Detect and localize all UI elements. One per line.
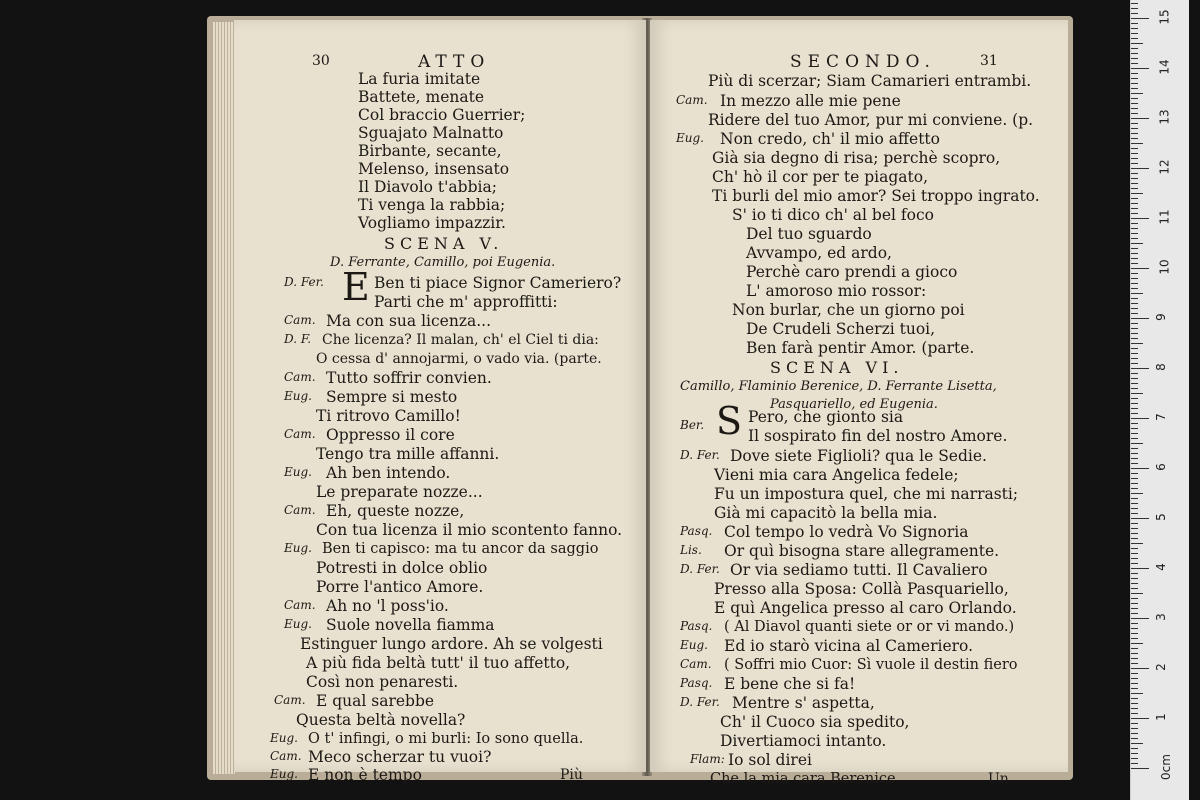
dialogue-line: Dove siete Figlioli? qua le Sedie. bbox=[730, 447, 987, 465]
ruler-tick bbox=[1131, 533, 1138, 534]
ruler-tick bbox=[1131, 168, 1149, 169]
ruler-tick bbox=[1131, 473, 1138, 474]
verse-line: Avvampo, ed ardo, bbox=[746, 244, 892, 262]
speaker-label: Eug. bbox=[270, 767, 298, 781]
ruler-tick bbox=[1131, 158, 1138, 159]
ruler-tick bbox=[1131, 503, 1138, 504]
ruler-tick bbox=[1131, 438, 1138, 439]
ruler-tick bbox=[1131, 368, 1149, 369]
ruler-tick bbox=[1131, 333, 1138, 334]
ruler-tick bbox=[1131, 548, 1138, 549]
dialogue-line: ( Al Diavol quanti siete or or vi mando.) bbox=[724, 619, 1015, 635]
ruler-tick bbox=[1131, 498, 1138, 499]
speaker-label: Eug. bbox=[680, 638, 708, 652]
speaker-label: Eug. bbox=[284, 541, 312, 555]
verse-line: Ben farà pentir Amor. (parte. bbox=[746, 339, 975, 357]
dialogue-line: Ben ti piace Signor Cameriero? bbox=[374, 274, 622, 292]
ruler-number: 5 bbox=[1153, 513, 1168, 521]
ruler-tick bbox=[1131, 243, 1143, 244]
measurement-ruler bbox=[1130, 0, 1189, 800]
drop-cap: S bbox=[716, 399, 743, 443]
ruler-tick bbox=[1131, 58, 1138, 59]
ruler-tick bbox=[1131, 578, 1138, 579]
dialogue-line: Ti burli del mio amor? Sei troppo ingrato. bbox=[712, 187, 1040, 205]
ruler-tick bbox=[1131, 723, 1138, 724]
dialogue-line: Ch' hò il cor per te piagato, bbox=[712, 168, 928, 186]
dialogue-line: Ed io starò vicina al Cameriero. bbox=[724, 637, 974, 655]
ruler-tick bbox=[1131, 718, 1149, 719]
ruler-tick bbox=[1131, 128, 1138, 129]
dialogue-line: E bene che si fa! bbox=[724, 675, 856, 693]
ruler-tick bbox=[1131, 748, 1138, 749]
ruler-tick bbox=[1131, 573, 1138, 574]
ruler-tick bbox=[1131, 133, 1138, 134]
ruler-tick bbox=[1131, 413, 1138, 414]
ruler-tick bbox=[1131, 508, 1138, 509]
ruler-number: 3 bbox=[1153, 613, 1168, 621]
dialogue-line: Col tempo lo vedrà Vo Signoria bbox=[724, 523, 969, 541]
speaker-label: Eug. bbox=[676, 131, 704, 145]
ruler-tick bbox=[1131, 728, 1138, 729]
speaker-label: Cam. bbox=[676, 93, 708, 107]
dialogue-line: Già sia degno di risa; perchè scopro, bbox=[712, 149, 1001, 167]
right-page-number: 31 bbox=[980, 53, 998, 69]
ruler-tick bbox=[1131, 528, 1138, 529]
ruler-tick bbox=[1131, 603, 1138, 604]
ruler-tick bbox=[1131, 3, 1138, 4]
ruler-tick bbox=[1131, 663, 1138, 664]
dialogue-line: Oppresso il core bbox=[326, 426, 455, 444]
ruler-tick bbox=[1131, 463, 1138, 464]
verse-line: Battete, menate bbox=[358, 88, 485, 106]
ruler-tick bbox=[1131, 558, 1138, 559]
speaker-label: Cam. bbox=[680, 657, 712, 671]
ruler-tick bbox=[1131, 233, 1138, 234]
ruler-tick bbox=[1131, 208, 1138, 209]
ruler-tick bbox=[1131, 293, 1143, 294]
ruler-number: 6 bbox=[1153, 463, 1168, 471]
ruler-tick bbox=[1131, 763, 1138, 764]
ruler-number: 11 bbox=[1157, 209, 1172, 225]
ruler-number: 7 bbox=[1153, 413, 1168, 421]
ruler-tick bbox=[1131, 423, 1138, 424]
ruler-tick bbox=[1131, 453, 1138, 454]
ruler-tick bbox=[1131, 213, 1138, 214]
dialogue-line: Questa beltà novella? bbox=[296, 711, 466, 729]
ruler-tick bbox=[1131, 648, 1138, 649]
dialogue-line: Che licenza? Il malan, ch' el Ciel ti dia: bbox=[322, 332, 599, 348]
ruler-tick bbox=[1131, 343, 1143, 344]
speaker-label: Pasq. bbox=[680, 676, 713, 690]
ruler-number: 2 bbox=[1153, 663, 1168, 671]
left-running-head: ATTO bbox=[418, 52, 491, 72]
ruler-tick bbox=[1131, 358, 1138, 359]
speaker-label: Pasq. bbox=[680, 619, 713, 633]
ruler-tick bbox=[1131, 218, 1149, 219]
ruler-tick bbox=[1131, 488, 1138, 489]
dialogue-line: Più di scerzar; Siam Camarieri entrambi. bbox=[708, 72, 1032, 90]
ruler-tick bbox=[1131, 178, 1138, 179]
ruler-number: 8 bbox=[1153, 363, 1168, 371]
ruler-number: 1 bbox=[1153, 713, 1168, 721]
ruler-tick bbox=[1131, 98, 1138, 99]
speaker-label: D. Fer. bbox=[680, 448, 720, 462]
dialogue-line: Già mi capacitò la bella mia. bbox=[714, 504, 938, 522]
ruler-tick bbox=[1131, 468, 1149, 469]
ruler-tick bbox=[1131, 658, 1138, 659]
ruler-tick bbox=[1131, 203, 1138, 204]
ruler-tick bbox=[1131, 623, 1138, 624]
ruler-tick bbox=[1131, 418, 1149, 419]
speaker-label: Ber. bbox=[680, 418, 705, 432]
ruler-number: 15 bbox=[1157, 9, 1172, 25]
speaker-label: Eug. bbox=[284, 389, 312, 403]
ruler-tick bbox=[1131, 513, 1138, 514]
speaker-label: D. Fer. bbox=[680, 562, 720, 576]
ruler-tick bbox=[1131, 568, 1149, 569]
dialogue-line: Fu un impostura quel, che mi narrasti; bbox=[714, 485, 1019, 503]
ruler-tick bbox=[1131, 673, 1138, 674]
ruler-tick bbox=[1131, 153, 1138, 154]
ruler-tick bbox=[1131, 43, 1143, 44]
dialogue-line: E qual sarebbe bbox=[316, 692, 435, 710]
ruler-tick bbox=[1131, 13, 1138, 14]
dialogue-line: Or via sediamo tutti. Il Cavaliero bbox=[730, 561, 988, 579]
ruler-tick bbox=[1131, 493, 1143, 494]
ruler-tick bbox=[1131, 313, 1138, 314]
ruler-tick bbox=[1131, 198, 1138, 199]
ruler-tick bbox=[1131, 328, 1138, 329]
scene-characters: Camillo, Flaminio Berenice, D. Ferrante Lisetta, bbox=[680, 379, 997, 394]
ruler-tick bbox=[1131, 53, 1138, 54]
verse-line: Melenso, insensato bbox=[358, 160, 510, 178]
ruler-tick bbox=[1131, 668, 1149, 669]
dialogue-line: Suole novella fiamma bbox=[326, 616, 495, 634]
right-page bbox=[650, 20, 1068, 787]
ruler-tick bbox=[1131, 678, 1138, 679]
verse-line: Ti venga la rabbia; bbox=[358, 196, 506, 214]
ruler-tick bbox=[1131, 108, 1138, 109]
ruler-tick bbox=[1131, 338, 1138, 339]
speaker-label: Pasq. bbox=[680, 524, 713, 538]
ruler-tick bbox=[1131, 378, 1138, 379]
verse-line: Vogliamo impazzir. bbox=[358, 214, 506, 232]
speaker-label: D. Fer. bbox=[680, 695, 720, 709]
ruler-tick bbox=[1131, 563, 1138, 564]
ruler-tick bbox=[1131, 518, 1149, 519]
ruler-tick bbox=[1131, 263, 1138, 264]
ruler-tick bbox=[1131, 113, 1138, 114]
ruler-tick bbox=[1131, 393, 1143, 394]
ruler-tick bbox=[1131, 768, 1149, 769]
ruler-tick bbox=[1131, 698, 1138, 699]
ruler-tick bbox=[1131, 93, 1143, 94]
ruler-tick bbox=[1131, 303, 1138, 304]
dialogue-line: Parti che m' approffitti: bbox=[374, 293, 558, 311]
speaker-label: Eug. bbox=[284, 617, 312, 631]
speaker-label: Cam. bbox=[284, 427, 316, 441]
ruler-tick bbox=[1131, 73, 1138, 74]
ruler-tick bbox=[1131, 123, 1138, 124]
ruler-tick bbox=[1131, 638, 1138, 639]
ruler-number: 12 bbox=[1157, 159, 1172, 175]
ruler-tick bbox=[1131, 63, 1138, 64]
ruler-tick bbox=[1131, 458, 1138, 459]
speaker-label: Cam. bbox=[284, 598, 316, 612]
ruler-tick bbox=[1131, 223, 1138, 224]
ruler-tick bbox=[1131, 88, 1138, 89]
ruler-tick bbox=[1131, 38, 1138, 39]
speaker-label: Cam. bbox=[270, 749, 302, 763]
dialogue-line: E non è tempo bbox=[308, 766, 422, 784]
ruler-tick bbox=[1131, 183, 1138, 184]
speaker-label: Flam: bbox=[690, 752, 725, 766]
ruler-unit-label: 0cm bbox=[1158, 754, 1173, 780]
ruler-tick bbox=[1131, 78, 1138, 79]
ruler-tick bbox=[1131, 398, 1138, 399]
ruler-tick bbox=[1131, 753, 1138, 754]
ruler-tick bbox=[1131, 553, 1138, 554]
dialogue-line: A più fida beltà tutt' il tuo affetto, bbox=[306, 654, 571, 672]
dialogue-line: Tengo tra mille affanni. bbox=[316, 445, 500, 463]
ruler-tick bbox=[1131, 618, 1149, 619]
ruler-tick bbox=[1131, 408, 1138, 409]
ruler-tick bbox=[1131, 318, 1149, 319]
speaker-label: D. Fer. bbox=[284, 275, 324, 289]
ruler-tick bbox=[1131, 193, 1143, 194]
dialogue-line: Vieni mia cara Angelica fedele; bbox=[714, 466, 959, 484]
ruler-tick bbox=[1131, 268, 1149, 269]
speaker-label: Eug. bbox=[284, 465, 312, 479]
ruler-tick bbox=[1131, 583, 1138, 584]
dialogue-line: Il sospirato fin del nostro Amore. bbox=[748, 427, 1008, 445]
ruler-tick bbox=[1131, 588, 1138, 589]
catchword: Più bbox=[560, 767, 583, 783]
right-running-head: SECONDO. bbox=[790, 52, 936, 72]
dialogue-line: Meco scherzar tu vuoi? bbox=[308, 748, 492, 766]
dialogue-line: Pero, che gionto sia bbox=[748, 408, 904, 426]
dialogue-line: Or quì bisogna stare allegramente. bbox=[724, 542, 1000, 560]
ruler-number: 14 bbox=[1157, 59, 1172, 75]
ruler-tick bbox=[1131, 483, 1138, 484]
ruler-tick bbox=[1131, 523, 1138, 524]
verse-line: Perchè caro prendi a gioco bbox=[746, 263, 958, 281]
ruler-tick bbox=[1131, 428, 1138, 429]
ruler-tick bbox=[1131, 608, 1138, 609]
dialogue-line: Così non penaresti. bbox=[306, 673, 459, 691]
ruler-tick bbox=[1131, 163, 1138, 164]
ruler-tick bbox=[1131, 758, 1138, 759]
ruler-tick bbox=[1131, 688, 1138, 689]
dialogue-line: Divertiamoci intanto. bbox=[720, 732, 887, 750]
ruler-tick bbox=[1131, 593, 1143, 594]
speaker-label: Eug. bbox=[270, 731, 298, 745]
ruler-tick bbox=[1131, 138, 1138, 139]
scene-heading: SCENA VI. bbox=[770, 358, 904, 377]
ruler-tick bbox=[1131, 353, 1138, 354]
ruler-tick bbox=[1131, 48, 1138, 49]
ruler-tick bbox=[1131, 18, 1149, 19]
ruler-tick bbox=[1131, 68, 1149, 69]
ruler-tick bbox=[1131, 143, 1143, 144]
page-edges bbox=[213, 22, 235, 774]
dialogue-line: Ch' il Cuoco sia spedito, bbox=[720, 713, 910, 731]
drop-cap: E bbox=[342, 265, 370, 309]
ruler-tick bbox=[1131, 628, 1138, 629]
ruler-tick bbox=[1131, 238, 1138, 239]
ruler-tick bbox=[1131, 538, 1138, 539]
ruler-number: 13 bbox=[1157, 109, 1172, 125]
ruler-tick bbox=[1131, 373, 1138, 374]
ruler-tick bbox=[1131, 433, 1138, 434]
ruler-tick bbox=[1131, 253, 1138, 254]
ruler-tick bbox=[1131, 83, 1138, 84]
verse-line: Sguajato Malnatto bbox=[358, 124, 504, 142]
ruler-tick bbox=[1131, 118, 1149, 119]
ruler-tick bbox=[1131, 693, 1143, 694]
ruler-number: 9 bbox=[1153, 313, 1168, 321]
verse-line: De Crudeli Scherzi tuoi, bbox=[746, 320, 936, 338]
scene-characters: D. Ferrante, Camillo, poi Eugenia. bbox=[330, 255, 556, 270]
left-page-number: 30 bbox=[312, 53, 330, 69]
ruler-tick bbox=[1131, 103, 1138, 104]
dialogue-line: Porre l'antico Amore. bbox=[316, 578, 484, 596]
scene-characters: Pasquariello, ed Eugenia. bbox=[770, 397, 938, 412]
catchword: Un bbox=[988, 771, 1009, 787]
ruler-tick bbox=[1131, 28, 1138, 29]
dialogue-line: Non credo, ch' il mio affetto bbox=[720, 130, 940, 148]
ruler-tick bbox=[1131, 298, 1138, 299]
ruler-tick bbox=[1131, 283, 1138, 284]
verse-line: Del tuo sguardo bbox=[746, 225, 872, 243]
dialogue-line: Tutto soffrir convien. bbox=[326, 369, 492, 387]
dialogue-line: O t' infingi, o mi burli: Io sono quella. bbox=[308, 731, 584, 747]
dialogue-line: Ma con sua licenza... bbox=[326, 312, 492, 330]
dialogue-line: Sempre si mesto bbox=[326, 388, 458, 406]
speaker-label: Cam. bbox=[274, 693, 306, 707]
speaker-label: Cam. bbox=[284, 503, 316, 517]
ruler-tick bbox=[1131, 713, 1138, 714]
ruler-tick bbox=[1131, 598, 1138, 599]
dialogue-line: Io sol direi bbox=[728, 751, 812, 769]
ruler-tick bbox=[1131, 273, 1138, 274]
ruler-tick bbox=[1131, 738, 1138, 739]
dialogue-line: Eh, queste nozze, bbox=[326, 502, 465, 520]
speaker-label: Cam. bbox=[284, 313, 316, 327]
ruler-tick bbox=[1131, 643, 1143, 644]
ruler-tick bbox=[1131, 288, 1138, 289]
ruler-tick bbox=[1131, 258, 1138, 259]
ruler-tick bbox=[1131, 33, 1138, 34]
verse-line: Non burlar, che un giorno poi bbox=[732, 301, 965, 319]
dialogue-line: Ridere del tuo Amor, pur mi conviene. (p. bbox=[708, 111, 1034, 129]
ruler-tick bbox=[1131, 653, 1138, 654]
ruler-tick bbox=[1131, 278, 1138, 279]
ruler-tick bbox=[1131, 708, 1138, 709]
speaker-label: Cam. bbox=[284, 370, 316, 384]
verse-line: S' io ti dico ch' al bel foco bbox=[732, 206, 934, 224]
ruler-tick bbox=[1131, 543, 1143, 544]
ruler-tick bbox=[1131, 448, 1138, 449]
ruler-tick bbox=[1131, 733, 1138, 734]
speaker-label: D. F. bbox=[284, 332, 312, 346]
dialogue-line: Ti ritrovo Camillo! bbox=[316, 407, 461, 425]
ruler-tick bbox=[1131, 323, 1138, 324]
verse-line: La furia imitate bbox=[358, 70, 481, 88]
ruler-tick bbox=[1131, 188, 1138, 189]
ruler-tick bbox=[1131, 173, 1138, 174]
ruler-tick bbox=[1131, 23, 1138, 24]
dialogue-line: Ben ti capisco: ma tu ancor da saggio bbox=[322, 541, 599, 557]
dialogue-line: Che la mia cara Berenice bbox=[710, 771, 896, 787]
scene-heading: SCENA V. bbox=[384, 234, 504, 253]
ruler-number: 10 bbox=[1157, 259, 1172, 275]
dialogue-line: Potresti in dolce oblio bbox=[316, 559, 488, 577]
dialogue-line: Le preparate nozze... bbox=[316, 483, 483, 501]
ruler-tick bbox=[1131, 443, 1143, 444]
ruler-number: 4 bbox=[1153, 563, 1168, 571]
ruler-tick bbox=[1131, 248, 1138, 249]
ruler-tick bbox=[1131, 613, 1138, 614]
left-page bbox=[234, 20, 646, 784]
verse-line: Col braccio Guerrier; bbox=[358, 106, 526, 124]
dialogue-line: Estinguer lungo ardore. Ah se volgesti bbox=[300, 635, 603, 653]
dialogue-line: In mezzo alle mie pene bbox=[720, 92, 901, 110]
ruler-tick bbox=[1131, 683, 1138, 684]
dialogue-line: E quì Angelica presso al caro Orlando. bbox=[714, 599, 1017, 617]
dialogue-line: Mentre s' aspetta, bbox=[732, 694, 875, 712]
ruler-tick bbox=[1131, 228, 1138, 229]
dialogue-line: Con tua licenza il mio scontento fanno. bbox=[316, 521, 623, 539]
ruler-tick bbox=[1131, 148, 1138, 149]
ruler-tick bbox=[1131, 348, 1138, 349]
verse-line: L' amoroso mio rossor: bbox=[746, 282, 927, 300]
dialogue-line: ( Soffri mio Cuor: Sì vuole il destin fiero bbox=[724, 657, 1018, 673]
speaker-label: Lis. bbox=[680, 543, 702, 557]
dialogue-line: Ah no 'l poss'io. bbox=[326, 597, 449, 615]
ruler-tick bbox=[1131, 363, 1138, 364]
ruler-tick bbox=[1131, 743, 1143, 744]
ruler-tick bbox=[1131, 633, 1138, 634]
verse-line: Birbante, secante, bbox=[358, 142, 502, 160]
ruler-tick bbox=[1131, 308, 1138, 309]
ruler-tick bbox=[1131, 383, 1138, 384]
dialogue-line: O cessa d' annojarmi, o vado via. (parte. bbox=[316, 351, 602, 367]
ruler-tick bbox=[1131, 478, 1138, 479]
ruler-tick bbox=[1131, 403, 1138, 404]
ruler-tick bbox=[1131, 388, 1138, 389]
ruler-tick bbox=[1131, 8, 1138, 9]
verse-line: Il Diavolo t'abbia; bbox=[358, 178, 497, 196]
dialogue-line: Ah ben intendo. bbox=[326, 464, 451, 482]
dialogue-line: Presso alla Sposa: Collà Pasquariello, bbox=[714, 580, 1009, 598]
ruler-tick bbox=[1131, 703, 1138, 704]
